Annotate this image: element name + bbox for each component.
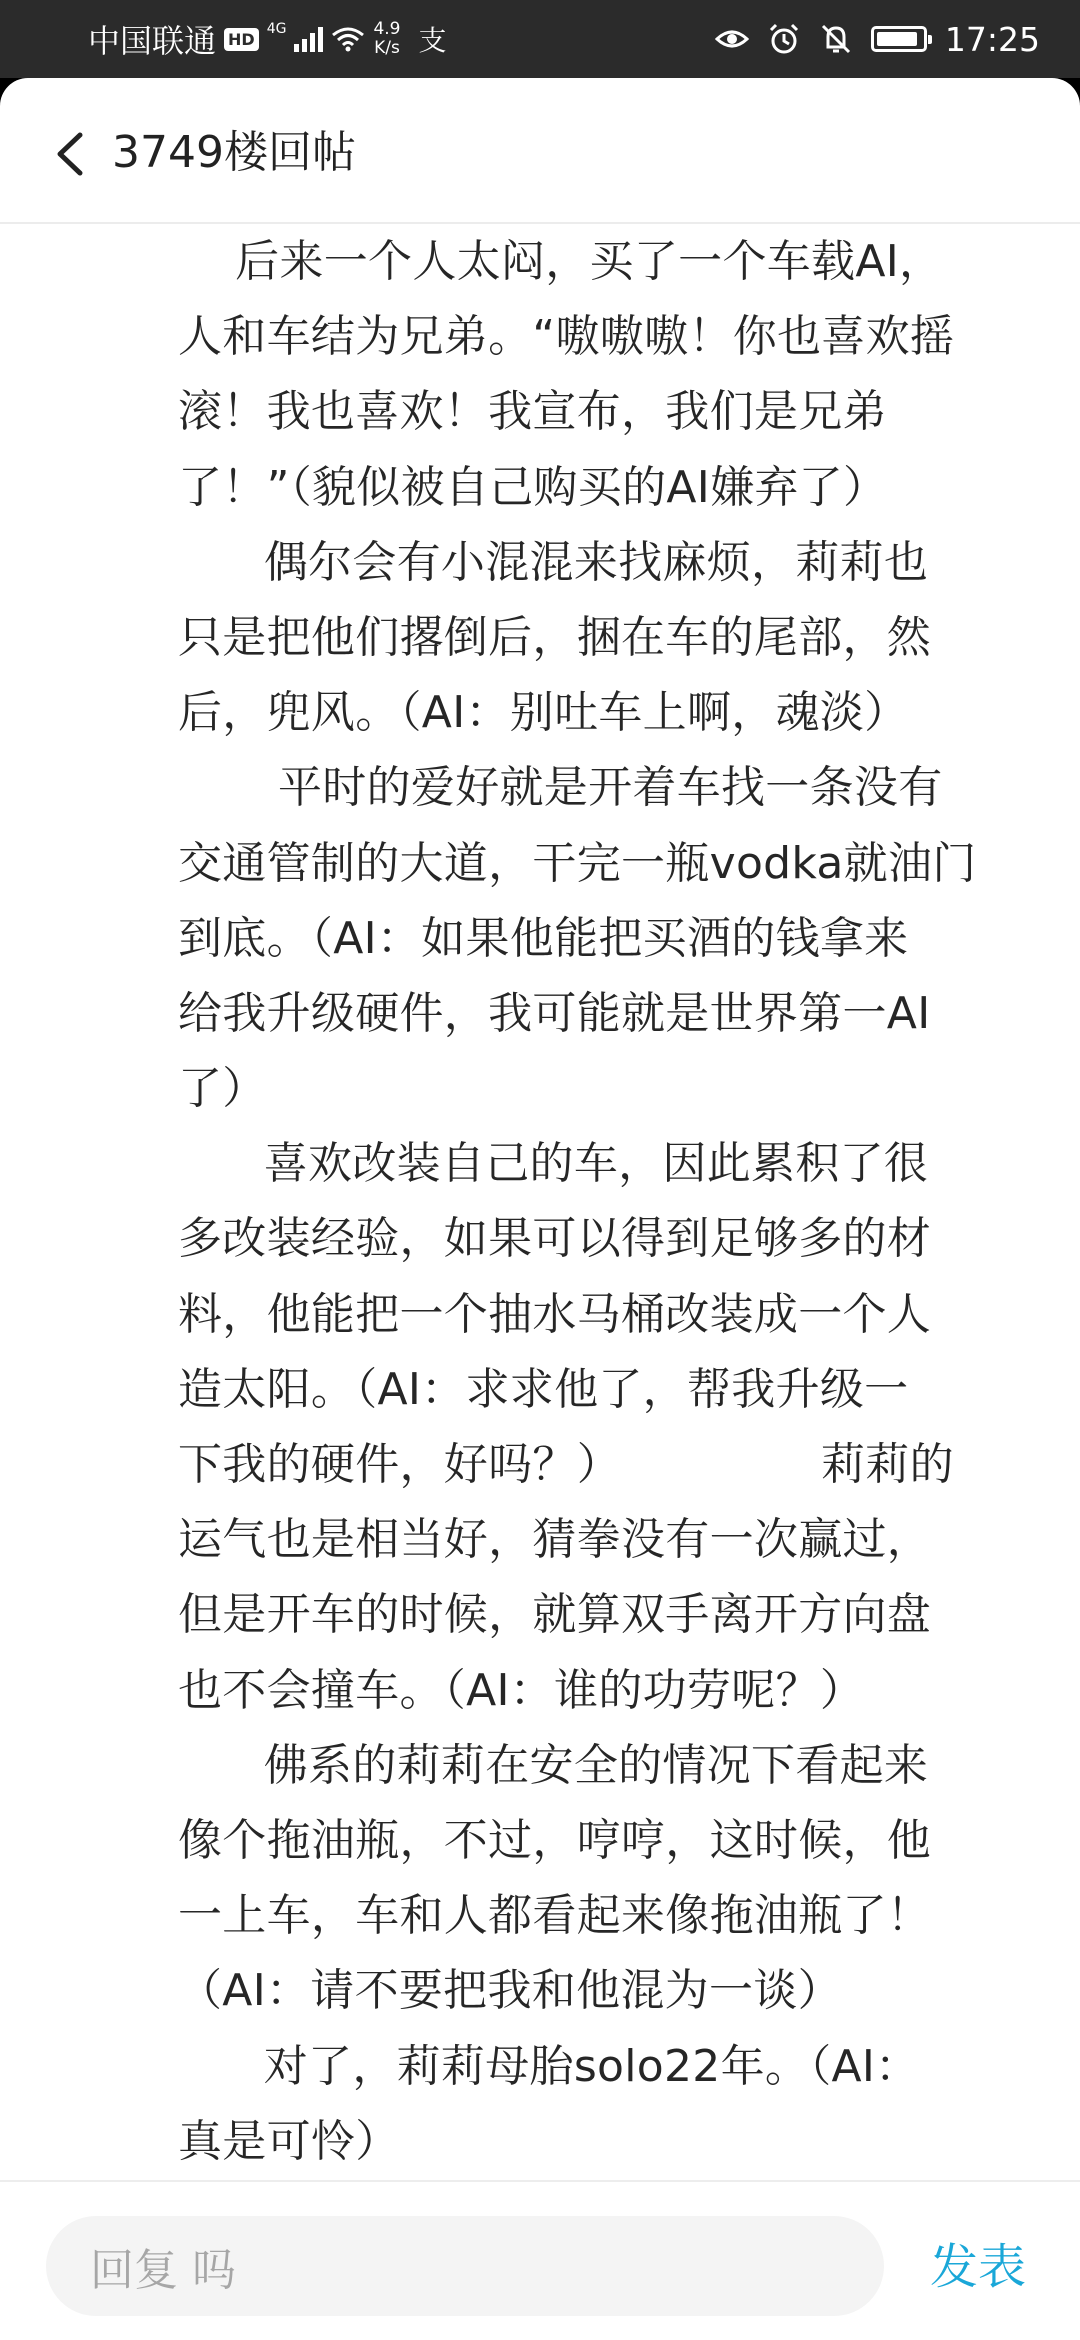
network-type: 4G [266,21,287,37]
post-line: 了） [178,1063,267,1115]
eye-icon [715,22,749,56]
chevron-left-icon [52,129,86,179]
post-line: 对了，莉莉母胎solo22年。（AI： [178,2040,920,2092]
post-line: （AI：请不要把我和他混为一谈） [178,1965,842,2017]
status-right [715,0,1040,78]
send-button[interactable]: 发表 [930,2239,1027,2295]
post-line: 造太阳。（AI：求求他了，帮我升级一 [178,1363,909,1415]
back-button[interactable] [52,126,102,182]
reply-placeholder: 回复 吗 [90,2245,236,2296]
post-line: 运气也是相当好，猜拳没有一次赢过， [178,1514,932,1566]
page-header [0,78,1080,224]
carrier-name: 中国联通 [88,22,217,60]
post-line: 只是把他们撂倒后，捆在车的尾部，然 [178,611,932,663]
status-bar [0,0,1080,78]
post-line: 给我升级硬件，我可能就是世界第一AI [178,987,931,1039]
page-title: 3749楼回帖 [112,127,356,178]
bell-off-icon [819,22,853,56]
post-line: 后，兜风。（AI：别吐车上啊，魂淡） [178,687,909,739]
network-speed [373,20,400,58]
post-line: 后来一个人太闷，买了一个车载AI， [178,236,944,287]
post-line: 料，他能把一个抽水马桶改装成一个人 [178,1288,932,1340]
post-line: 交通管制的大道，干完一瓶vodka就油门 [178,837,977,889]
post-line: 到底。（AI：如果他能把买酒的钱拿来 [178,912,909,964]
post-line: 像个拖油瓶，不过，哼哼，这时候，他 [178,1814,932,1866]
reply-sheet [0,78,1080,2340]
post-line: 下我的硬件，好吗？） 莉莉的 [178,1439,954,1490]
post-line: 但是开车的时候，就算双手离开方向盘 [178,1589,932,1641]
battery-fill [877,32,917,46]
alarm-icon [767,22,801,56]
post-body [178,224,1038,2179]
alipay-icon: 支 [418,24,447,57]
hd-badge: HD [224,28,259,51]
wifi-icon [331,26,365,52]
reply-input[interactable] [46,2216,884,2316]
post-line: 佛系的莉莉在安全的情况下看起来 [178,1739,929,1791]
post-line: 滚！我也喜欢！我宣布，我们是兄弟 [178,386,887,438]
speed-value: 4.9 [373,19,401,39]
post-line: 多改装经验，如果可以得到足够多的材 [178,1213,932,1265]
post-line: 了！”（貌似被自己购买的AI嫌弃了） [178,461,888,513]
status-left [88,0,447,78]
post-line: 也不会撞车。（AI：谁的功劳呢？） [178,1664,865,1716]
post-line: 偶尔会有小混混来找麻烦，莉莉也 [178,536,929,588]
speed-unit: K/s [374,38,400,58]
battery-icon [871,26,927,52]
post-line: 一上车，车和人都看起来像拖油瓶了！ [178,1890,932,1942]
clock: 17:25 [944,19,1040,59]
signal-icon [294,26,323,52]
post-line: 喜欢改装自己的车，因此累积了很 [178,1138,929,1190]
post-line: 真是可怜） [178,2115,400,2167]
reply-bar [0,2180,1080,2340]
post-line: 人和车结为兄弟。“嗷嗷嗷！你也喜欢摇 [178,311,955,363]
post-line: 平时的爱好就是开着车找一条没有 [178,762,943,814]
